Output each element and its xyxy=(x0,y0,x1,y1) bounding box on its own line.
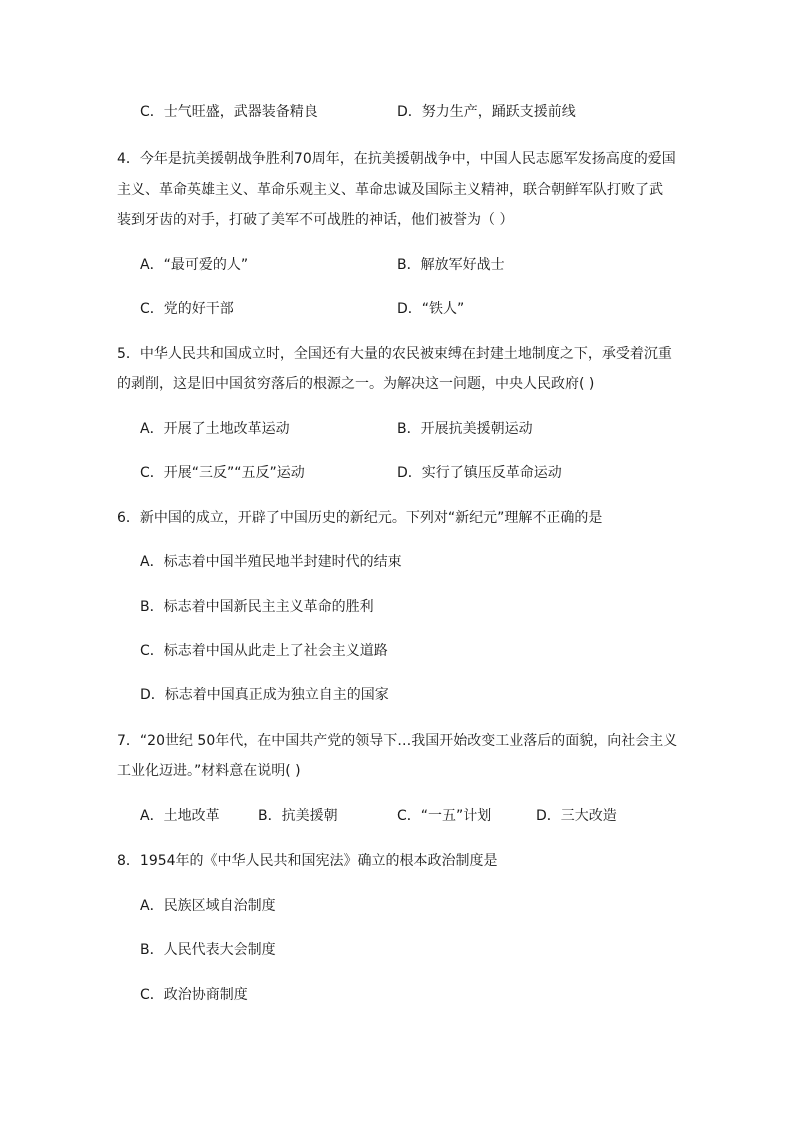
q5-option-c: C．开展“三反”“五反”运动 xyxy=(140,465,305,481)
q4-stem-line-3: 装到牙齿的对手，打破了美军不可战胜的神话，他们被誉为（ ） xyxy=(117,212,514,228)
q3-option-d: D．努力生产，踊跃支援前线 xyxy=(397,104,576,120)
q4-stem-line-2: 主义、革命英雄主义、革命乐观主义、革命忠诚及国际主义精神，联合朝鲜军队打败了武 xyxy=(117,182,663,198)
q5-option-b: B．开展抗美援朝运动 xyxy=(397,421,533,437)
q5-stem-line-1: 5．中华人民共和国成立时，全国还有大量的农民被束缚在封建土地制度之下，承受着沉重 xyxy=(117,346,672,362)
q4-option-b: B．解放军好战士 xyxy=(397,257,505,273)
q7-stem-line-2: 工业化迈进。”材料意在说明( ) xyxy=(117,763,301,779)
q6-option-b: B．标志着中国新民主主义革命的胜利 xyxy=(140,599,374,615)
q7-option-c: C．“一五”计划 xyxy=(397,808,492,824)
q7-option-d: D．三大改造 xyxy=(536,808,617,824)
q6-stem-line-1: 6．新中国的成立，开辟了中国历史的新纪元。下列对“新纪元”理解不正确的是 xyxy=(117,510,603,526)
q6-option-c: C．标志着中国从此走上了社会主义道路 xyxy=(140,643,388,659)
q6-option-a: A．标志着中国半殖民地半封建时代的结束 xyxy=(140,554,402,570)
q5-stem-line-2: 的剥削，这是旧中国贫穷落后的根源之一。为解决这一问题，中央人民政府( ) xyxy=(117,376,595,392)
q4-stem-line-1: 4．今年是抗美援朝战争胜利70周年，在抗美援朝战争中，中国人民志愿军发扬高度的爱国 xyxy=(117,151,676,167)
q6-option-d: D．标志着中国真正成为独立自主的国家 xyxy=(140,687,389,703)
q7-stem-line-1: 7．“20世纪 50年代，在中国共产党的领导下…我国开始改变工业落后的面貌，向社会主义 xyxy=(117,733,678,749)
q7-option-a: A．土地改革 xyxy=(140,808,220,824)
q3-option-c: C．士气旺盛，武器装备精良 xyxy=(140,104,318,120)
q8-stem-line-1: 8．1954年的《中华人民共和国宪法》确立的根本政治制度是 xyxy=(117,853,498,869)
q8-option-c: C．政治协商制度 xyxy=(140,987,248,1003)
q8-option-a: A．民族区域自治制度 xyxy=(140,898,276,914)
q5-option-a: A．开展了土地改革运动 xyxy=(140,421,290,437)
q4-option-a: A．“最可爱的人” xyxy=(140,257,249,273)
q7-option-b: B．抗美援朝 xyxy=(258,808,338,824)
q4-option-d: D．“铁人” xyxy=(397,301,465,317)
q5-option-d: D．实行了镇压反革命运动 xyxy=(397,465,562,481)
q4-option-c: C．党的好干部 xyxy=(140,301,234,317)
q8-option-b: B．人民代表大会制度 xyxy=(140,942,276,958)
